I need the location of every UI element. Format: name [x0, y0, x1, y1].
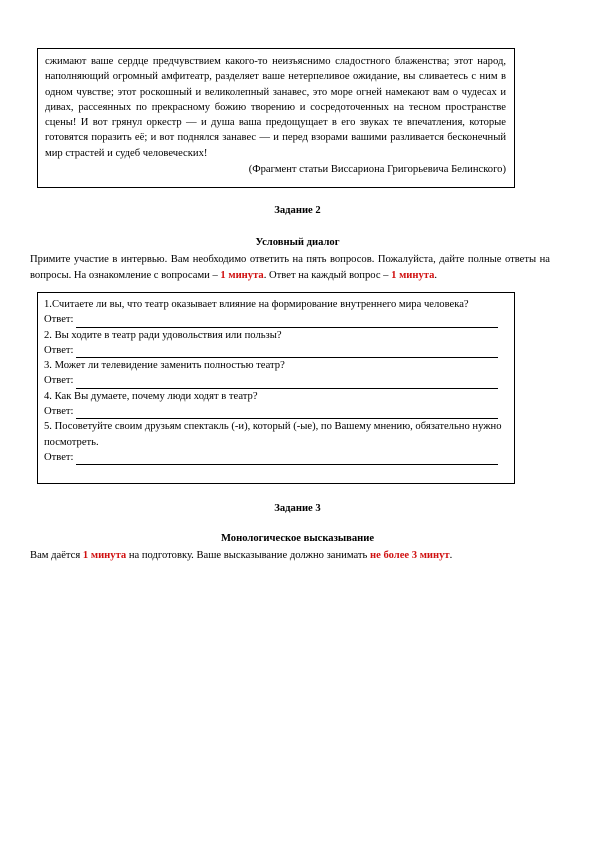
question-5: 5. Посоветуйте своим друзьям спектакль (-и), который (-ые), по Вашему мнению, обязательно нужно посмотреть. — [44, 421, 502, 448]
answer-line — [76, 316, 499, 328]
answer-line — [76, 377, 499, 389]
task3-subtitle: Монологическое высказывание — [220, 533, 375, 544]
task2-time-highlight-2: 1 минута — [391, 269, 435, 281]
task2-instructions — [30, 252, 550, 283]
questions-box — [37, 292, 515, 484]
task3-intro-text-1: Вам даётся — [30, 550, 83, 561]
answer-label: Ответ: — [44, 344, 74, 356]
answer-line — [76, 407, 499, 419]
quote-text: сжимают ваше сердце предчувствием какого-то неизъяснимо сладостного блаженства; этот народ, наполняющий огромный амфитеатр, разделяет ваше нетерпеливое ожидание, вы сливаетесь с ним в одном чувстве; этот роскошный и великолепный занавес, это море огней намекают вам о чудесах и дивах, рассеянных по прекрасному божию творению и сосредоточенных на тесном пространстве сцены! И вот грянул оркестр — и душа ваша предощущает в его звуках те впечатления, которые готовятся поразить её; и вот поднялся занавес — и перед взорами вашими разливается бесконечный мир страстей и судеб человеческих! — [45, 56, 506, 159]
task2-subtitle: Условный диалог — [255, 237, 340, 248]
answer-row-1 — [44, 312, 508, 327]
task2-title: Задание 2 — [274, 205, 321, 216]
question-2: 2. Вы ходите в театр ради удовольствия или пользы? — [44, 329, 282, 341]
answer-label: Ответ: — [44, 375, 74, 387]
task3-time-highlight-1: 1 минута — [82, 550, 127, 561]
task2-intro-text-1: Примите участие в интервью. Вам необходимо ответить на пять вопросов. Пожалуйста, дайте полные ответы на вопросы. На ознакомление с вопросами – — [30, 254, 550, 281]
task3-intro-text-2: на подготовку. Ваше высказывание должно занимать — [126, 550, 370, 561]
question-1: 1.Считаете ли вы, что театр оказывает влияние на формирование внутреннего мира человека? — [44, 299, 469, 310]
quote-source: (Фрагмент статьи Виссариона Григорьевича Белинского) — [248, 164, 506, 176]
answer-label: Ответ: — [44, 314, 74, 326]
answer-label: Ответ: — [44, 406, 74, 418]
answer-row-2 — [44, 343, 508, 358]
answer-row-3 — [44, 373, 508, 388]
task3-intro-text-3: . — [449, 550, 453, 561]
task3-instructions — [30, 548, 550, 564]
answer-row-5 — [44, 450, 508, 465]
answer-line — [76, 453, 499, 465]
quote-box — [37, 48, 515, 188]
question-3: 3. Может ли телевидение заменить полностью театр? — [44, 360, 285, 372]
task2-time-highlight-1: 1 минута — [220, 269, 264, 281]
task2-intro-text-3: . — [434, 269, 438, 281]
task2-intro-text-2: . Ответ на каждый вопрос – — [263, 269, 392, 281]
answer-row-4 — [44, 404, 508, 419]
answer-line — [76, 346, 499, 358]
answer-label: Ответ: — [44, 451, 74, 463]
task3-time-highlight-2: не более 3 минут — [369, 550, 450, 561]
task3-title: Задание 3 — [274, 503, 321, 514]
question-4: 4. Как Вы думаете, почему люди ходят в театр? — [44, 390, 258, 402]
